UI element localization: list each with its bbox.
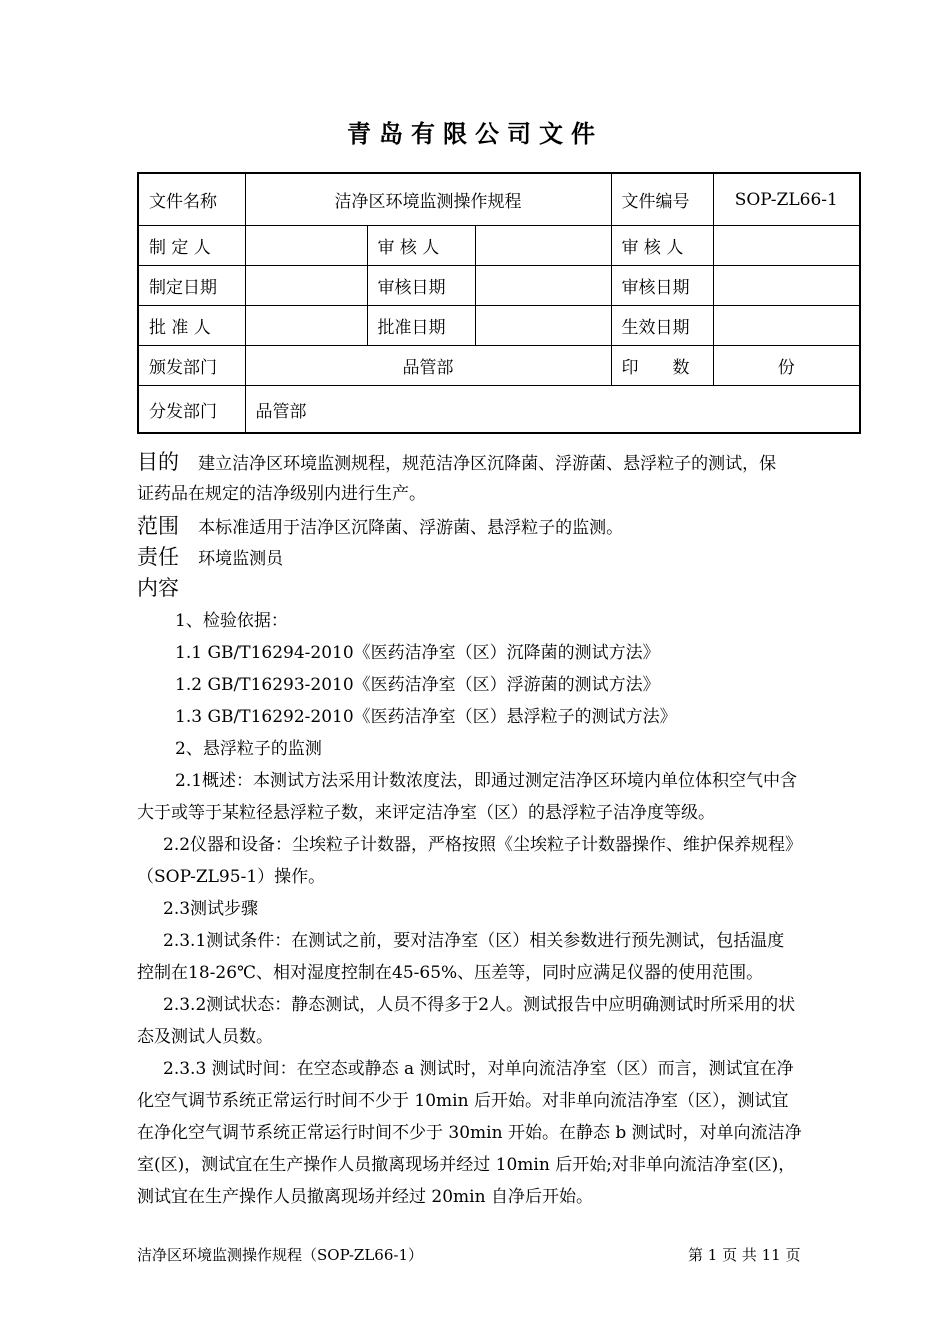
review-date-value-2 bbox=[713, 266, 860, 306]
doc-no-label: 文件编号 bbox=[611, 173, 713, 226]
draft-date-label: 制定日期 bbox=[138, 266, 245, 306]
reviewer-value-1 bbox=[475, 226, 611, 266]
approver-value bbox=[245, 306, 367, 346]
company-title: 青岛有限公司文件 bbox=[347, 119, 603, 148]
doc-name-label: 文件名称 bbox=[138, 173, 245, 226]
purpose-text-line2: 证药品在规定的洁净级别内进行生产。 bbox=[137, 484, 426, 504]
dates-row bbox=[138, 266, 860, 306]
approver-label: 批 准 人 bbox=[138, 306, 245, 346]
issue-dept: 品管部 bbox=[245, 346, 611, 386]
effective-date-value bbox=[713, 306, 860, 346]
approval-row bbox=[138, 306, 860, 346]
effective-date-label: 生效日期 bbox=[611, 306, 713, 346]
para-2-3-3-line2: 化空气调节系统正常运行时间不少于 10min 后开始。对非单向流洁净室（区），测试宜 bbox=[137, 1091, 789, 1111]
document-header-table bbox=[137, 172, 861, 434]
reviewer-value-2 bbox=[713, 226, 860, 266]
drafter-label: 制 定 人 bbox=[138, 226, 245, 266]
purpose-text-line1: 建立洁净区环境监测规程，规范洁净区沉降菌、浮游菌、悬浮粒子的测试，保 bbox=[198, 454, 777, 474]
approve-date-label: 批准日期 bbox=[367, 306, 475, 346]
reviewer-label-1: 审 核 人 bbox=[367, 226, 475, 266]
doc-name: 洁净区环境监测操作规程 bbox=[245, 173, 611, 226]
para-2-1-line1: 2.1概述：本测试方法采用计数浓度法，即通过测定洁净区环境内单位体积空气中含 bbox=[175, 771, 798, 791]
approve-date-value bbox=[475, 306, 611, 346]
content-line-1-1: 1.1 GB/T16294-2010《医药洁净室（区）沉降菌的测试方法》 bbox=[175, 643, 660, 663]
people-row bbox=[138, 226, 860, 266]
issue-dept-label: 颁发部门 bbox=[138, 346, 245, 386]
para-2-2-line1: 2.2仪器和设备：尘埃粒子计数器，严格按照《尘埃粒子计数器操作、维护保养规程》 bbox=[163, 835, 803, 855]
content-line-1: 1、检验依据： bbox=[175, 611, 288, 631]
footer-page-number: 第 1 页 共 11 页 bbox=[688, 1246, 801, 1264]
responsibility-heading: 责任 bbox=[137, 545, 179, 569]
content-section bbox=[137, 572, 859, 602]
para-2-3-1-line2: 控制在18-26℃、相对湿度控制在45-65%、压差等，同时应满足仪器的使用范围。 bbox=[137, 963, 764, 983]
scope-section bbox=[137, 510, 859, 540]
para-2-3-3-line1: 2.3.3 测试时间：在空态或静态 a 测试时，对单向流洁净室（区）而言，测试宜在净 bbox=[163, 1059, 794, 1079]
content-line-2-3: 2.3测试步骤 bbox=[163, 899, 259, 919]
doc-no: SOP-ZL66-1 bbox=[713, 173, 860, 226]
para-2-3-3-line3: 在净化空气调节系统正常运行时间不少于 30min 开始。在静态 b 测试时，对单向流洁净 bbox=[137, 1123, 802, 1143]
reviewer-label-2: 审 核 人 bbox=[611, 226, 713, 266]
purpose-section bbox=[137, 446, 859, 476]
scope-heading: 范围 bbox=[137, 514, 179, 538]
content-line-1-2: 1.2 GB/T16293-2010《医药洁净室（区）浮游菌的测试方法》 bbox=[175, 675, 660, 695]
footer-doc-title: 洁净区环境监测操作规程（SOP-ZL66-1） bbox=[137, 1246, 423, 1264]
review-date-value-1 bbox=[475, 266, 611, 306]
copies-unit: 份 bbox=[713, 346, 860, 386]
distribution-row bbox=[138, 386, 860, 434]
draft-date-value bbox=[245, 266, 367, 306]
para-2-3-3-line4: 室(区)，测试宜在生产操作人员撤离现场并经过 10min 后开始;对非单向流洁净室(区)， bbox=[137, 1155, 796, 1175]
para-2-2-line2: （SOP-ZL95-1）操作。 bbox=[137, 867, 326, 887]
content-heading: 内容 bbox=[137, 576, 179, 600]
content-line-1-3: 1.3 GB/T16292-2010《医药洁净室（区）悬浮粒子的测试方法》 bbox=[175, 707, 677, 727]
para-2-3-2-line1: 2.3.2测试状态：静态测试，人员不得多于2人。测试报告中应明确测试时所采用的状 bbox=[163, 995, 796, 1015]
purpose-heading: 目的 bbox=[137, 450, 179, 474]
distribution-dept: 品管部 bbox=[245, 386, 860, 434]
copies-label: 印 数 bbox=[611, 346, 713, 386]
drafter-value bbox=[245, 226, 367, 266]
content-line-2: 2、悬浮粒子的监测 bbox=[175, 739, 322, 759]
para-2-3-2-line2: 态及测试人员数。 bbox=[137, 1027, 273, 1047]
issue-row bbox=[138, 346, 860, 386]
para-2-3-1-line1: 2.3.1测试条件：在测试之前，要对洁净室（区）相关参数进行预先测试，包括温度 bbox=[163, 931, 785, 951]
scope-text: 本标准适用于洁净区沉降菌、浮游菌、悬浮粒子的监测。 bbox=[198, 518, 624, 538]
para-2-3-3-line5: 测试宜在生产操作人员撤离现场并经过 20min 自净后开始。 bbox=[137, 1187, 593, 1207]
review-date-label-1: 审核日期 bbox=[367, 266, 475, 306]
responsibility-section bbox=[137, 541, 859, 571]
distribution-label: 分发部门 bbox=[138, 386, 245, 434]
responsibility-text: 环境监测员 bbox=[198, 549, 284, 569]
para-2-1-line2: 大于或等于某粒径悬浮粒子数，来评定洁净室（区）的悬浮粒子洁净度等级。 bbox=[137, 803, 715, 823]
review-date-label-2: 审核日期 bbox=[611, 266, 713, 306]
doc-name-row bbox=[138, 173, 860, 226]
